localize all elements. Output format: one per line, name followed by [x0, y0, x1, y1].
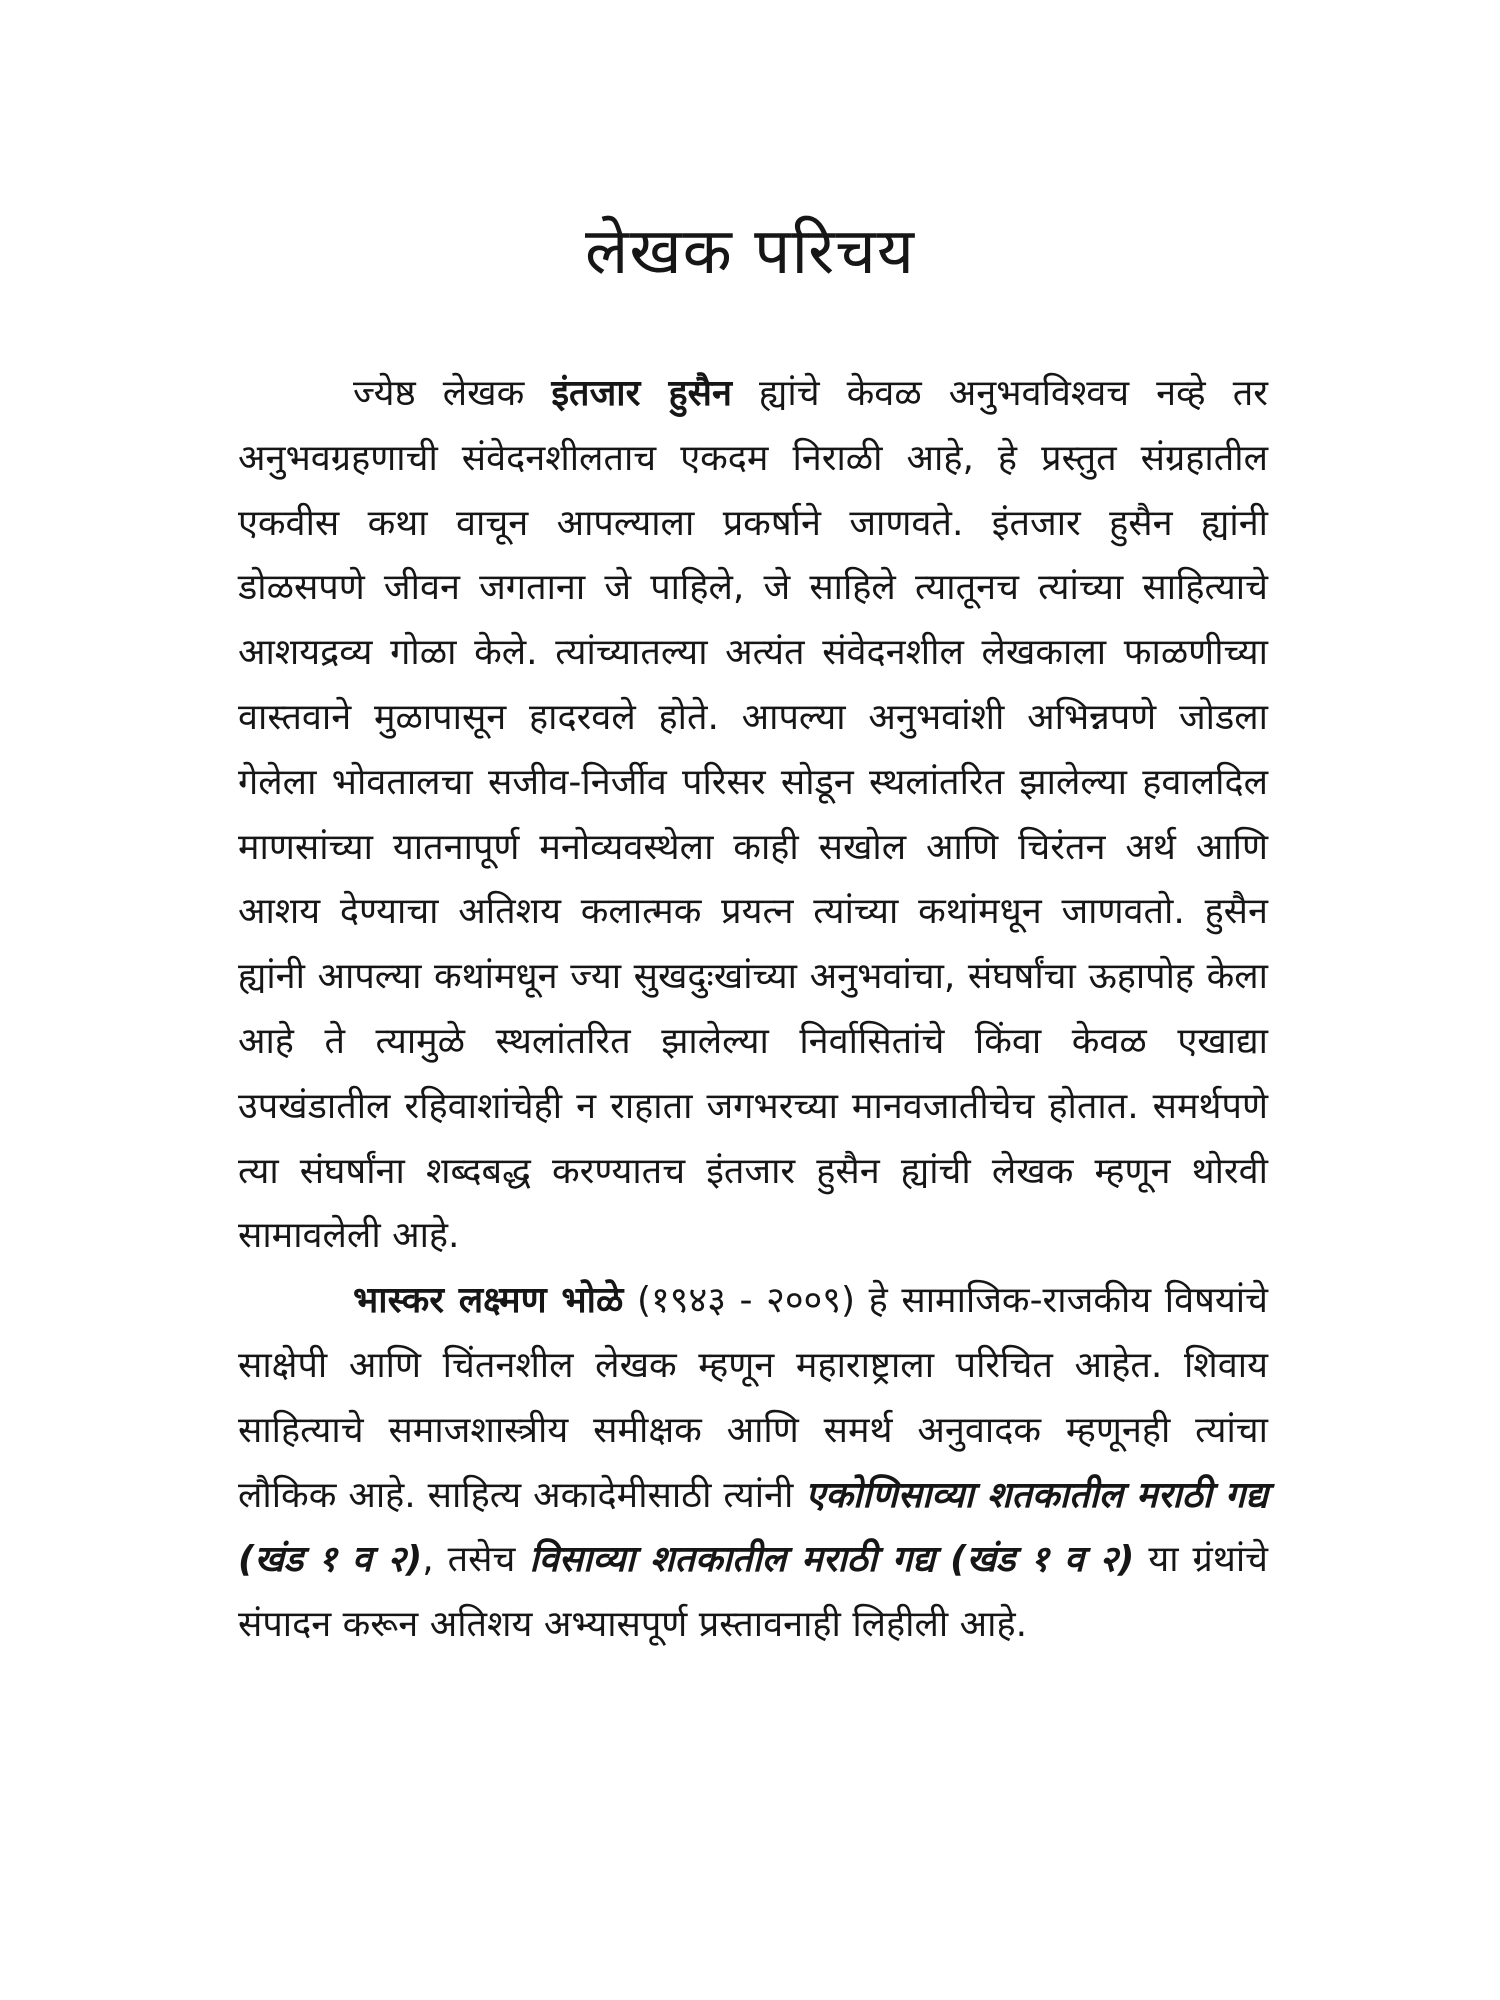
paragraph-translator-intro: [238, 1269, 1268, 1658]
body-text: [238, 362, 1268, 1658]
book-title-2: विसाव्या शतकातील मराठी गद्य (खंड १ व २): [529, 1539, 1135, 1581]
paragraph-author-intro: [238, 362, 1268, 1269]
author-name: इंतजार हुसैन: [551, 373, 732, 414]
page-title: लेखक परिचय: [584, 215, 916, 289]
para2-text-c: या ग्रंथांचे संपादन करून अतिशय अभ्यासपूर्ण प्रस्तावनाही लिहीली आहे.: [238, 1539, 1269, 1646]
translator-years: (१९४३ - २००९): [636, 1280, 856, 1322]
para1-text: ह्यांचे केवळ अनुभवविश्वच नव्हे तर अनुभवग्रहणाची संवेदनशीलताच एकदम निराळी आहे, हे प्रस्तुत संग्रहातील एकवीस कथा वाचून आपल्याला प्रकर्षाने जाणवते. इंतजार हुसैन ह्यांनी डोळसपणे जीवन जगताना जे पाहिले, जे साहिले त्यातूनच त्यांच्या साहित्याचे आशयद्रव्य गोळा केले. त्यांच्यातल्या अत्यंत संवेदनशील लेखकाला फाळणीच्या वास्तवाने मुळापासून हादरवले होते. आपल्या अनुभवांशी अभिन्नपणे जोडला गेलेला भोवतालचा सजीव-निर्जीव परिसर सोडून स्थलांतरित झालेल्या हवालदिल माणसांच्या यातनापूर्ण मनोव्यवस्थेला काही सखोल आणि चिरंतन अर्थ आणि आशय देण्याचा अतिशय कलात्मक प्रयत्न त्यांच्या कथांमधून जाणवतो. हुसैन ह्यांनी आपल्या कथांमधून ज्या सुखदुःखांच्या अनुभवांचा, संघर्षांचा ऊहापोह केला आहे ते त्यामुळे स्थलांतरित झालेल्या निर्वासितांचे किंवा केवळ एखाद्या उपखंडातील रहिवाशांचेही न राहाता जगभरच्या मानवजातीचेच होतात. समर्थपणे त्या संघर्षांना शब्दबद्ध करण्यातच इंतजार हुसैन ह्यांची लेखक म्हणून थोरवी सामावलेली आहे.: [238, 373, 1269, 1257]
para2-text-b: , तसेच: [422, 1539, 516, 1581]
book-title-1: एकोणिसाव्या शतकातील मराठी गद्य (खंड १ व २): [238, 1474, 1268, 1581]
para1-lead: ज्येष्ठ लेखक: [353, 373, 525, 414]
para2-text-a: हे सामाजिक-राजकीय विषयांचे साक्षेपी आणि चिंतनशील लेखक म्हणून महाराष्ट्राला परिचित आहेत. शिवाय साहित्याचे समाजशास्त्रीय समीक्षक आणि समर्थ अनुवादक म्हणूनही त्यांचा लौकिक आहे. साहित्य अकादेमीसाठी त्यांनी: [238, 1280, 1268, 1516]
translator-name: भास्कर लक्ष्मण भोळे: [353, 1280, 624, 1322]
